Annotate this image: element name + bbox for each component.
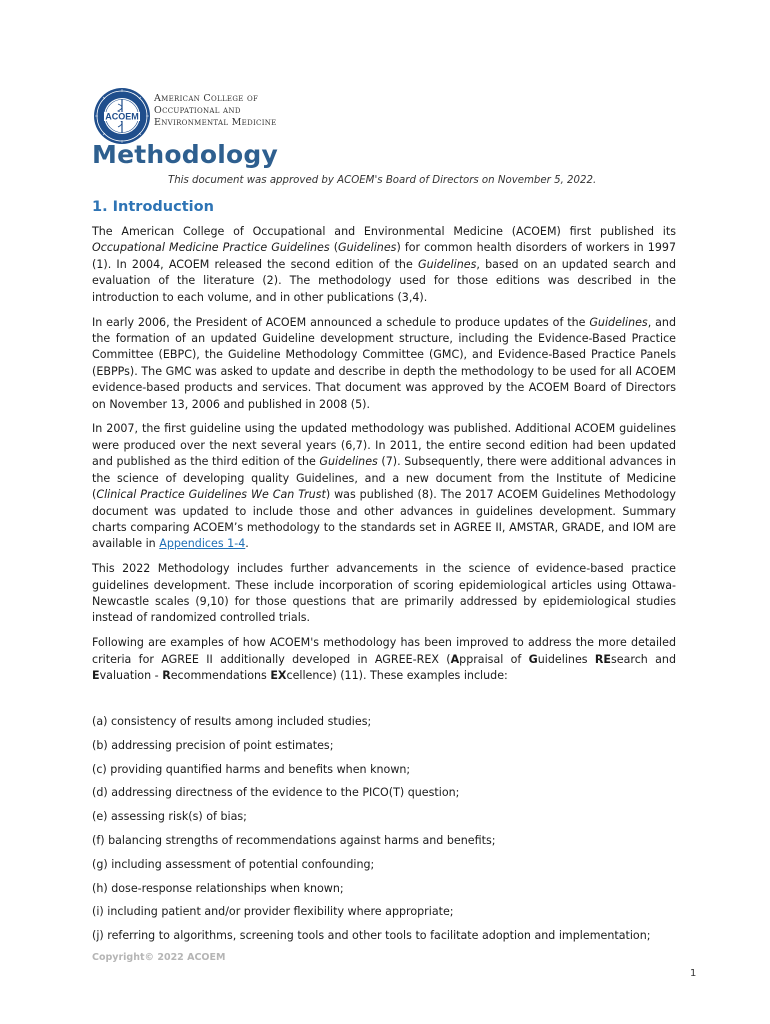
page-number: 1 bbox=[690, 968, 697, 979]
paragraph-2: In early 2006, the President of ACOEM announced a schedule to produce updates of the Guidelines, and the formation of an updated Guideline development structure, including the Evidence-Based Practice Committee (EBPC), the Guideline Methodology Committee (GMC), and Evidence-Based Practice Panels (EBPPs). The GMC was asked to update and describe in depth the methodology to be used for all ACOEM evidence-based products and services. That document was approved by the ACOEM Board of Directors on November 13, 2006 and published in 2008 (5). bbox=[92, 315, 676, 411]
introduction-body bbox=[92, 224, 676, 698]
org-line: Environmental Medicine bbox=[154, 117, 277, 128]
list-item: (e) assessing risk(s) of bias; bbox=[92, 810, 247, 824]
list-item: (i) including patient and/or provider flexibility where appropriate; bbox=[92, 905, 454, 919]
page-title: Methodology bbox=[92, 140, 278, 169]
section-heading-introduction: 1. Introduction bbox=[92, 199, 214, 215]
list-item: (a) consistency of results among included studies; bbox=[92, 715, 372, 728]
org-line: Occupational and bbox=[154, 105, 241, 116]
org-line: American College of bbox=[154, 93, 259, 104]
acoem-seal-logo bbox=[93, 87, 151, 145]
list-item: (j) referring to algorithms, screening tools and other tools to facilitate adoption and implementation; bbox=[92, 929, 651, 943]
approval-note: This document was approved by ACOEM's Board of Directors on November 5, 2022. bbox=[168, 175, 597, 186]
list-item: (h) dose-response relationships when known; bbox=[92, 881, 344, 895]
list-item: (f) balancing strengths of recommendations against harms and benefits; bbox=[92, 833, 496, 847]
organization-name bbox=[154, 93, 277, 129]
list-item: (g) including assessment of potential confounding; bbox=[92, 857, 375, 871]
appendices-link[interactable]: Appendices 1-4 bbox=[159, 537, 246, 551]
examples-list bbox=[92, 714, 692, 952]
paragraph-4: This 2022 Methodology includes further advancements in the science of evidence-based practice guidelines development. These include incorporation of scoring epidemiological articles using Ottawa-Newcastle scales (9,10) for those questions that are primarily addressed by epidemiological studies instead of randomized controlled trials. bbox=[92, 562, 676, 625]
paragraph-3: In 2007, the first guideline using the updated methodology was published. Additional ACOEM guidelines were produced over the next several years (6,7). In 2011, the entire second edition had been updated and published as the third edition of the Guidelines (7). Subsequently, there were additional advances in the science of developing quality Guidelines, and a new document from the Institute of Medicine (Clinical Practice Guidelines We Can Trust) was published (8). The 2017 ACOEM Guidelines Methodology document was updated to include those and other advances in guidelines development. Summary charts comparing ACOEM’s methodology to the standards set in AGREE II, AMSTAR, GRADE, and IOM are available in Appendices 1-4. bbox=[92, 422, 676, 551]
paragraph-1: The American College of Occupational and Environmental Medicine (ACOEM) first published its Occupational Medicine Practice Guidelines (Guidelines) for common health disorders of workers in 1997 (1). In 2004, ACOEM released the second edition of the Guidelines, based on an updated search and evaluation of the literature (2). The methodology used for those editions was described in the introduction to each volume, and in other publications (3,4). bbox=[92, 225, 677, 304]
logo-text: ACOEM bbox=[105, 111, 139, 122]
copyright-footer: Copyright© 2022 ACOEM bbox=[92, 952, 226, 963]
list-item: (c) providing quantified harms and benefits when known; bbox=[92, 762, 411, 776]
paragraph-5: Following are examples of how ACOEM's methodology has been improved to address the more detailed criteria for AGREE II additionally developed in AGREE-REX (Appraisal of Guidelines REsearch and Evaluation - Recommendations EXcellence) (11). These examples include: bbox=[92, 636, 677, 683]
list-item: (d) addressing directness of the evidence to the PICO(T) question; bbox=[92, 786, 460, 800]
list-item: (b) addressing precision of point estimates; bbox=[92, 738, 334, 752]
